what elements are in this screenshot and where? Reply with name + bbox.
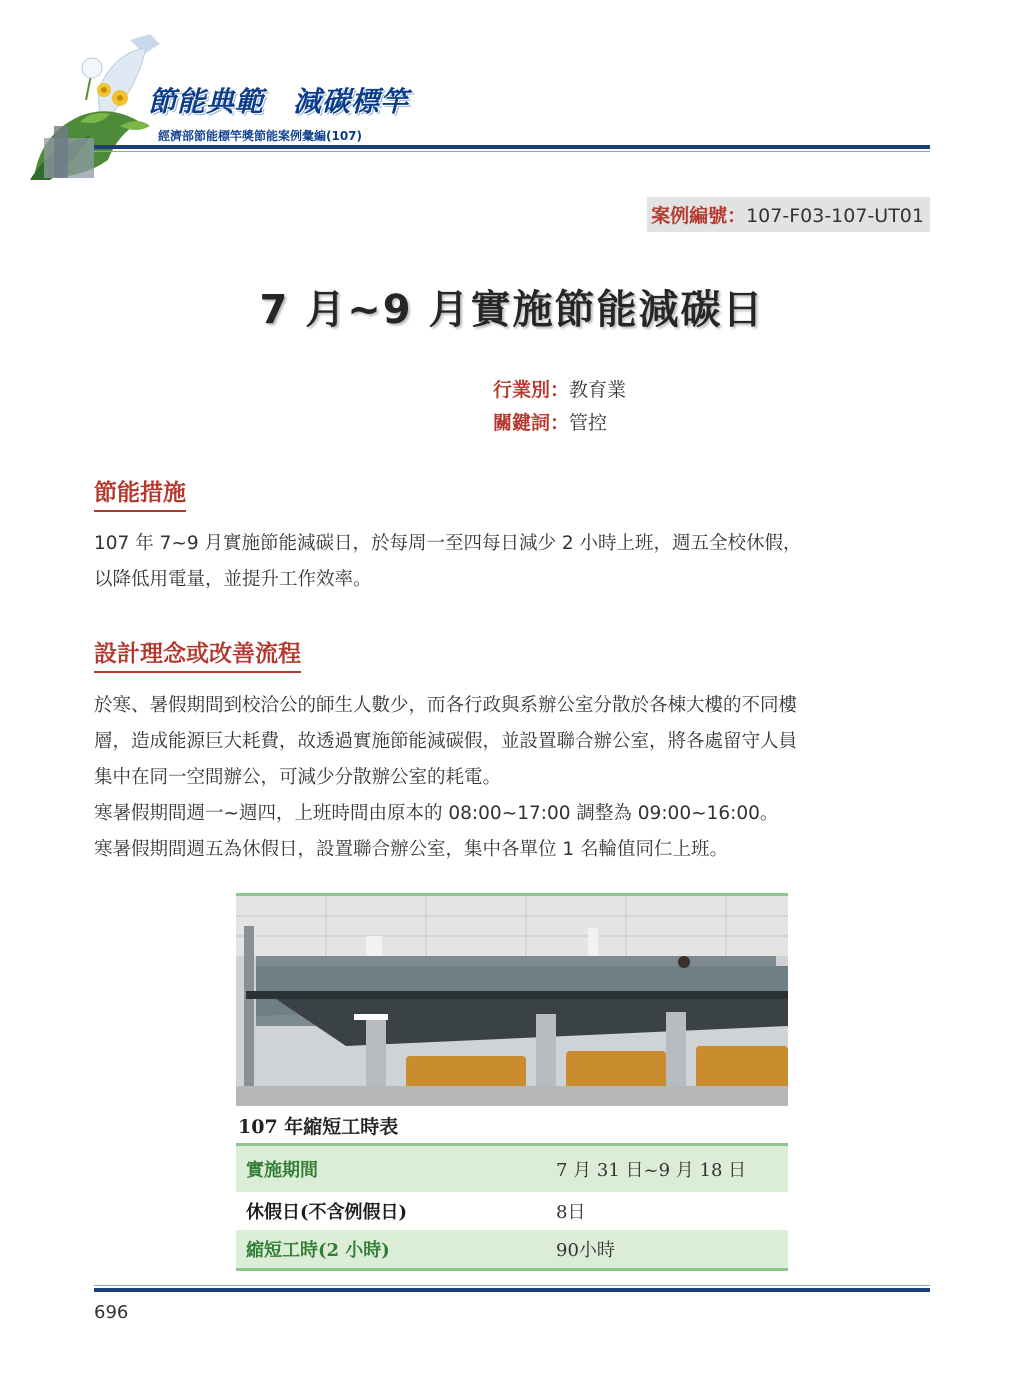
paragraph-line: 於寒、暑假期間到校洽公的師生人數少，而各行政與系辦公室分散於各棟大樓的不同樓 <box>94 695 798 716</box>
table-row <box>236 1146 788 1192</box>
table-caption: 107 年縮短工時表 <box>236 1106 788 1146</box>
section-heading-measures: 節能措施 <box>94 474 186 512</box>
paragraph-line: 107 年 7~9 月實施節能減碳日，於每周一至四每日減少 2 小時上班，週五全校休假， <box>94 533 802 554</box>
page-title: 7 月~9 月實施節能減碳日 <box>259 287 765 333</box>
table-row <box>236 1192 788 1230</box>
header-subtitle: 經濟部節能標竿獎節能案例彙編(107) <box>158 129 363 143</box>
reduced-hours-table <box>236 1146 788 1271</box>
industry-line <box>493 375 626 402</box>
paragraph-line: 寒暑假期間週一~週四，上班時間由原本的 08:00~17:00 調整為 09:00~16:00。 <box>94 803 779 824</box>
measures-paragraph <box>94 526 930 598</box>
industry-label: 行業別： <box>493 379 570 401</box>
table-cell-label: 休假日(不含例假日) <box>246 1202 408 1223</box>
case-number-box <box>647 197 930 232</box>
industry-value: 教育業 <box>569 379 627 401</box>
case-number-value: 107-F03-107-UT01 <box>746 205 924 227</box>
case-number-label: 案例編號： <box>651 205 747 227</box>
office-photo <box>236 893 788 1106</box>
table-cell-value: 7 月 31 日~9 月 18 日 <box>546 1146 788 1192</box>
keyword-line <box>493 408 607 435</box>
office-figure <box>236 893 788 1271</box>
footer-divider <box>94 1285 930 1292</box>
paragraph-line: 以降低用電量，並提升工作效率。 <box>94 569 372 590</box>
table-cell-label: 縮短工時(2 小時) <box>236 1230 546 1270</box>
paragraph-line: 集中在同一空間辦公，可減少分散辦公室的耗電。 <box>94 767 502 788</box>
design-paragraph <box>94 688 930 868</box>
header-divider <box>94 145 930 152</box>
table-row <box>236 1230 788 1270</box>
page-number: 696 <box>94 1302 129 1323</box>
section-heading-design: 設計理念或改善流程 <box>94 635 301 673</box>
table-cell-label: 實施期間 <box>236 1146 546 1192</box>
keyword-value: 管控 <box>569 412 608 434</box>
paragraph-line: 寒暑假期間週五為休假日，設置聯合辦公室，集中各單位 1 名輪值同仁上班。 <box>94 839 729 860</box>
table-cell-value: 8日 <box>556 1202 586 1223</box>
paragraph-line: 層，造成能源巨大耗費，故透過實施節能減碳假，並設置聯合辦公室，將各處留守人員 <box>94 731 798 752</box>
header-title: 節能典範 減碳標竿 <box>148 85 410 118</box>
keyword-label: 關鍵詞： <box>493 412 570 434</box>
table-cell-value: 90小時 <box>546 1230 788 1270</box>
